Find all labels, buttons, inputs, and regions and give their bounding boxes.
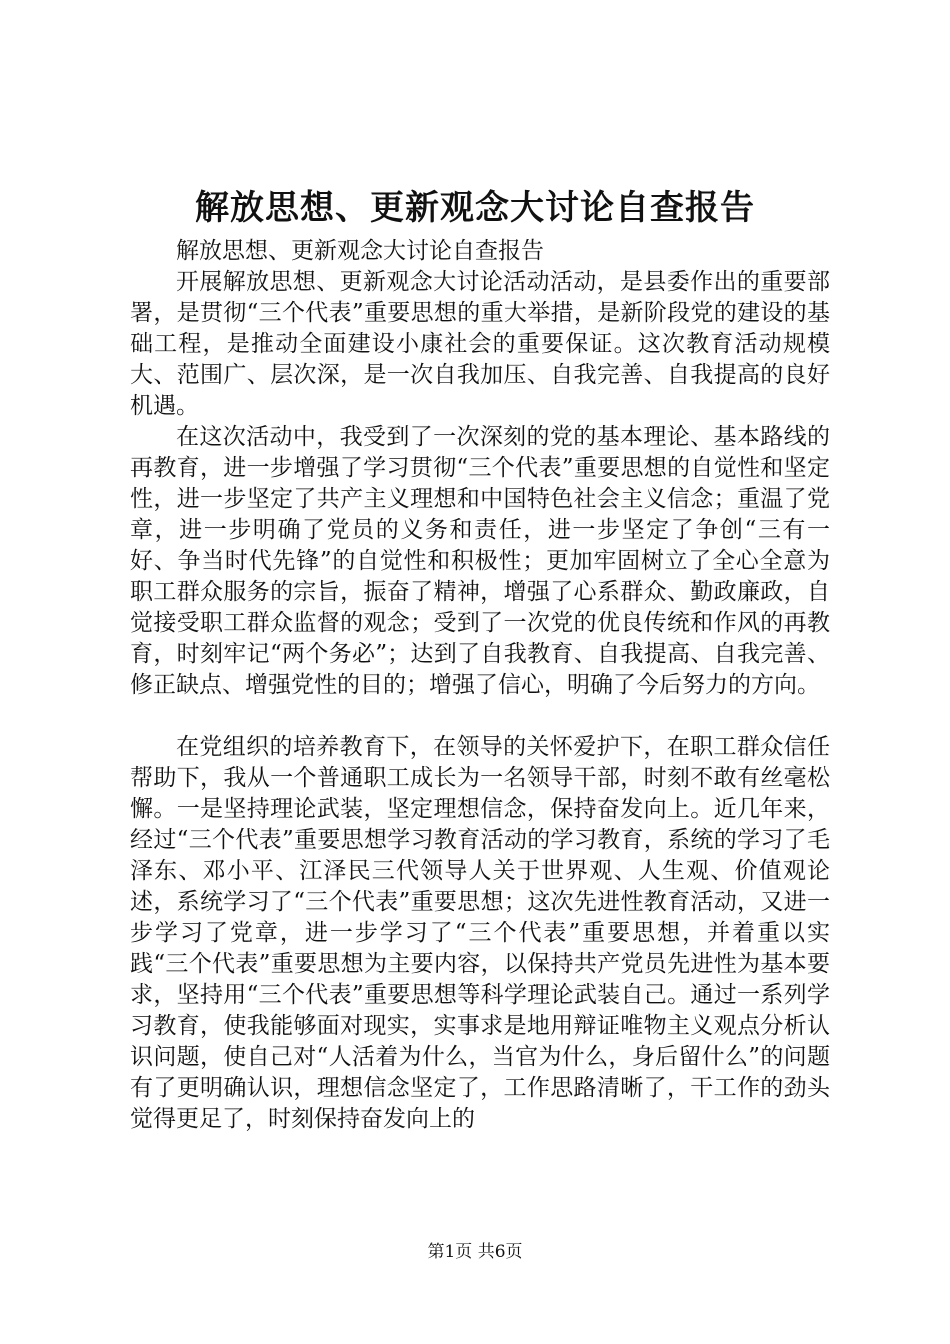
paragraph-3: 在党组织的培养教育下，在领导的关怀爱护下，在职工群众信任帮助下，我从一个普通职工成长为一名领导干部，时刻不敢有丝毫松懈。一是坚持理论武装，坚定理想信念，保持奋发向上。近几年来，经过“三个代表”重要思想学习教育活动的学习教育，系统的学习了毛泽东、邓小平、江泽民三代领导人关于世界观、人生观、价值观论述，系统学习了“三个代表”重要思想；这次先进性教育活动，又进一步学习了党章，进一步学习了“三个代表”重要思想，并着重以实践“三个代表”重要思想为主要内容，以保持共产党员先进性为基本要求，坚持用“三个代表”重要思想等科学理论武装自己。通过一系列学习教育，使我能够面对现实，实事求是地用辩证唯物主义观点分析认识问题，使自己对“人活着为什么，当官为什么，身后留什么”的问题有了更明确认识，理想信念坚定了，工作思路清晰了，干工作的劲头觉得更足了，时刻保持奋发向上的 <box>130 734 830 1132</box>
page-footer: 第1页 共6页 <box>427 1242 523 1262</box>
paragraph-1: 开展解放思想、更新观念大讨论活动活动，是县委作出的重要部署，是贯彻“三个代表”重要思想的重大举措，是新阶段党的建设的基础工程，是推动全面建设小康社会的重要保证。这次教育活动规模大、范围广、层次深，是一次自我加压、自我完善、自我提高的良好机遇。 <box>130 269 830 419</box>
document-body <box>130 236 830 1135</box>
document-title: 解放思想、更新观念大讨论自查报告 <box>195 188 755 228</box>
paragraph-subtitle: 解放思想、更新观念大讨论自查报告 <box>176 238 544 264</box>
paragraph-2: 在这次活动中，我受到了一次深刻的党的基本理论、基本路线的再教育，进一步增强了学习贯彻“三个代表”重要思想的自觉性和坚定性，进一步坚定了共产主义理想和中国特色社会主义信念；重温了党章，进一步明确了党员的义务和责任，进一步坚定了争创“三有一好、争当时代先锋”的自觉性和积极性；更加牢固树立了全心全意为职工群众服务的宗旨，振奋了精神，增强了心系群众、勤政廉政，自觉接受职工群众监督的观念；受到了一次党的优良传统和作风的再教育，时刻牢记“两个务必”；达到了自我教育、自我提高、自我完善、修正缺点、增强党性的目的；增强了信心，明确了今后努力的方向。 <box>130 424 830 698</box>
